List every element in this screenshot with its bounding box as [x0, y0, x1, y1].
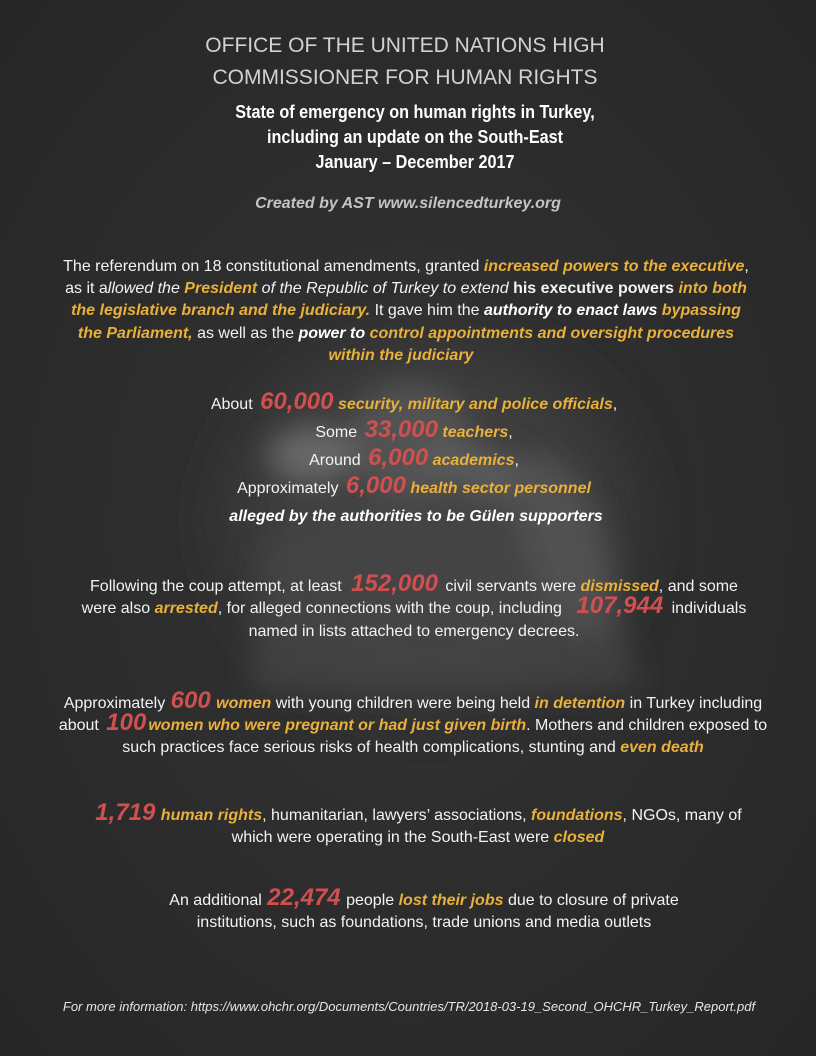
emphasis-power-to: power to	[298, 325, 370, 342]
highlight-even-death: even death	[620, 739, 704, 756]
highlight-foundations: foundations	[531, 807, 623, 824]
page-title-line-1: OFFICE OF THE UNITED NATIONS HIGH	[205, 34, 605, 57]
highlight-lost-jobs: lost their jobs	[398, 892, 504, 909]
stat-label: teachers	[437, 424, 509, 441]
jobs-line-1	[16, 884, 816, 912]
stat-label: academics	[428, 452, 515, 469]
stat-conclusion	[8, 506, 816, 528]
referendum-italic-republic: of the Republic of Turkey to extend	[257, 280, 514, 297]
stat-row-health	[6, 472, 816, 500]
coup-text: were also	[81, 600, 155, 617]
emphasis-executive-powers: his executive powers	[513, 280, 675, 297]
footer-label: For more information:	[62, 999, 191, 1014]
stat-row-security	[6, 388, 816, 416]
referendum-text-as-it: as it a	[65, 280, 108, 297]
number-people: 22,474	[267, 884, 341, 911]
women-text: in Turkey including	[625, 695, 763, 712]
stat-number: 6,000	[345, 472, 406, 499]
number-individuals: 107,944	[576, 592, 664, 619]
referendum-intro-text: The referendum on 18 constitutional amendments, granted	[63, 258, 484, 275]
number-pregnant-women: 100	[106, 709, 147, 736]
highlight-legislative-judiciary: the legislative branch and the judiciary.	[71, 302, 371, 319]
number-women: 600	[170, 687, 211, 714]
referendum-line-4	[0, 323, 814, 345]
highlight-into-both: into both	[674, 280, 747, 297]
coup-line-3	[6, 621, 816, 643]
referendum-line-3	[0, 300, 814, 322]
jobs-line-2	[16, 912, 816, 934]
stat-suffix: ,	[612, 396, 618, 413]
highlight-parliament: the Parliament,	[77, 325, 193, 342]
emphasis-enact-laws: authority to enact laws	[483, 302, 658, 319]
jobs-text: institutions, such as foundations, trade unions and media outlets	[196, 914, 652, 931]
footer-source-link[interactable]: https://www.ohchr.org/Documents/Countries/TR/2018-03-19_Second_OHCHR_Turkey_Report.pdf	[190, 999, 756, 1014]
highlight-dismissed: dismissed	[580, 578, 659, 595]
stat-row-teachers	[6, 416, 816, 444]
women-text: with young children were being held	[271, 695, 535, 712]
highlight-arrested: arrested	[154, 600, 218, 617]
highlight-human-rights: human rights	[156, 807, 263, 824]
number-organizations: 1,719	[95, 799, 156, 826]
subtitle-line-3: January – December 2017	[315, 152, 515, 172]
stat-prefix: Around	[309, 452, 366, 469]
organizations-line-1	[10, 799, 816, 827]
organizations-text: , humanitarian, lawyers’ associations,	[262, 807, 531, 824]
referendum-line-5	[0, 345, 809, 367]
coup-text: named in lists attached to emergency decrees.	[248, 623, 580, 640]
page-title-line-2: COMMISSIONER FOR HUMAN RIGHTS	[212, 66, 598, 89]
women-text: such practices face serious risks of health complications, stunting and	[122, 739, 621, 756]
coup-text: , for alleged connections with the coup, including	[217, 600, 567, 617]
highlight-women: women	[211, 695, 272, 712]
stat-suffix: ,	[514, 452, 519, 469]
stat-suffix: ,	[508, 424, 513, 441]
stat-conclusion-text: alleged by the authorities to be Gülen supporters	[229, 508, 603, 525]
highlight-pregnant-women: women who were pregnant or had just given birth	[148, 717, 527, 734]
punctuation-comma: ,	[744, 258, 749, 275]
footer-source	[1, 996, 816, 1018]
stat-row-academics	[6, 444, 816, 472]
women-text: . Mothers and children exposed to	[526, 717, 768, 734]
women-text: Approximately	[63, 695, 170, 712]
stat-number: 33,000	[364, 416, 438, 443]
referendum-text-gave-him: It gave him the	[370, 302, 484, 319]
jobs-text: people	[341, 892, 399, 909]
women-line-3	[5, 737, 816, 759]
coup-text: civil servants were	[440, 578, 581, 595]
highlight-closed: closed	[553, 829, 605, 846]
highlight-bypassing: bypassing	[657, 302, 741, 319]
subtitle-line-2: including an update on the South-East	[266, 127, 564, 147]
coup-text: Following the coup attempt, at least	[90, 578, 347, 595]
women-line-2	[5, 709, 816, 737]
highlight-control-appointments: control appointments and oversight procedures	[369, 325, 735, 342]
referendum-text-as-well: as well as the	[192, 325, 299, 342]
stat-label: health sector personnel	[405, 480, 591, 497]
stat-label: security, military and police officials	[333, 396, 613, 413]
stat-number: 6,000	[368, 444, 429, 471]
credit-line: Created by AST www.silencedturkey.org	[255, 195, 561, 212]
women-text: about	[58, 717, 104, 734]
jobs-text: An additional	[169, 892, 267, 909]
highlight-increased-powers: increased powers to the executive	[483, 258, 745, 275]
stat-prefix: Approximately	[237, 480, 343, 497]
organizations-text: , NGOs, many of	[622, 807, 742, 824]
organizations-text: which were operating in the South-East were	[231, 829, 554, 846]
organizations-line-2	[10, 827, 816, 849]
highlight-in-detention: in detention	[534, 695, 626, 712]
coup-line-2	[6, 592, 816, 620]
stat-number: 60,000	[260, 388, 334, 415]
highlight-president: President	[184, 280, 258, 297]
highlight-within-judiciary: within the judiciary	[328, 347, 474, 364]
jobs-text: due to closure of private	[503, 892, 679, 909]
subtitle-line-1: State of emergency on human rights in Turkey,	[235, 102, 595, 122]
coup-text: , and some	[658, 578, 738, 595]
stat-prefix: About	[210, 396, 258, 413]
stat-prefix: Some	[315, 424, 362, 441]
referendum-italic-allowed: llowed the	[107, 280, 185, 297]
referendum-line-2	[0, 278, 814, 300]
number-civil-servants: 152,000	[351, 570, 438, 597]
coup-text: individuals	[667, 600, 747, 617]
referendum-line-1	[0, 256, 814, 278]
